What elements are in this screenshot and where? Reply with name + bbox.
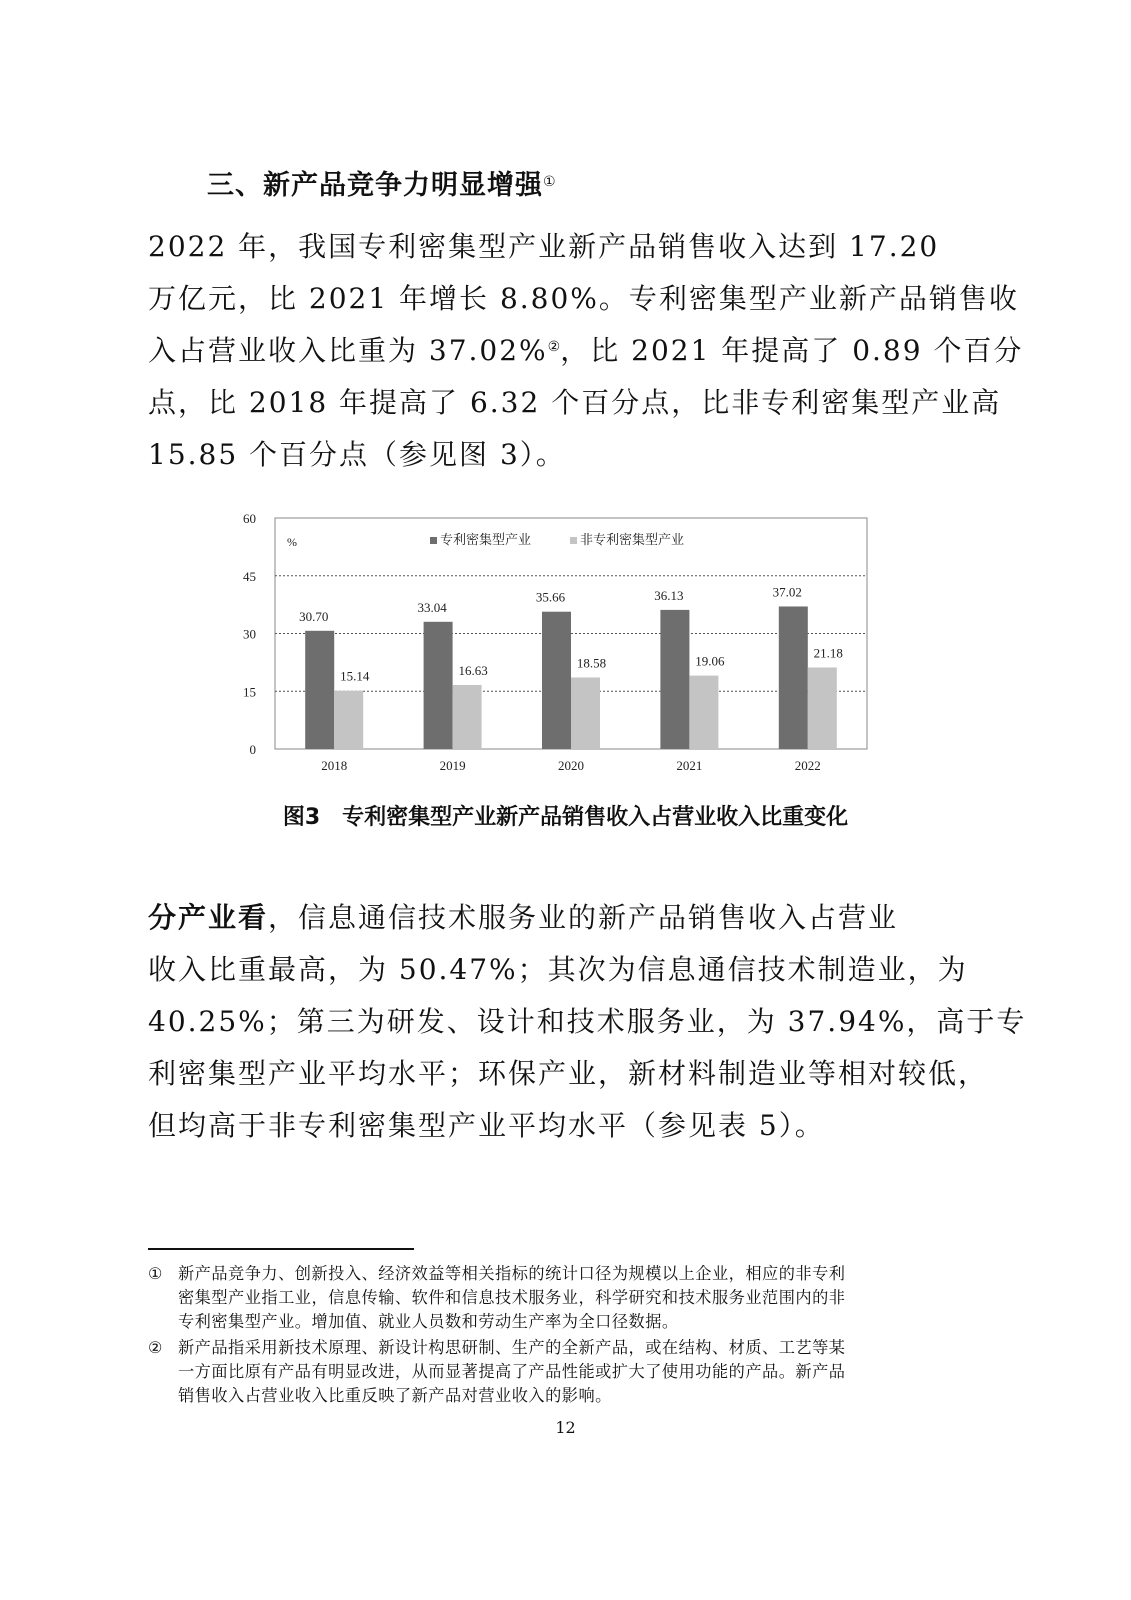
x-tick-label: 2019 — [439, 758, 466, 773]
data-label: 19.06 — [695, 653, 725, 669]
bar-patent-intensive — [779, 606, 808, 749]
text-line-part: 入占营业收入比重为 37.02% — [148, 334, 548, 367]
data-label: 15.14 — [340, 668, 370, 684]
text-line: 40.25%；第三为研发、设计和技术服务业，为 37.94%，高于专 — [148, 1005, 1027, 1038]
footnote-line: 密集型产业指工业，信息传输、软件和信息技术服务业，科学研究和技术服务业范围内的非 — [178, 1288, 846, 1307]
figure-3-chart — [230, 505, 890, 785]
footnote-divider — [148, 1248, 414, 1250]
text-line: 但均高于非专利密集型产业平均水平（参见表 5）。 — [148, 1109, 825, 1142]
bar-non-patent-intensive — [571, 677, 600, 749]
legend-swatch — [570, 537, 577, 544]
figure-title: 专利密集型产业新产品销售收入占营业收入比重变化 — [342, 805, 849, 830]
legend-swatch — [430, 537, 437, 544]
y-unit-label: % — [287, 535, 297, 549]
footnote-line: 一方面比原有产品有明显改进，从而显著提高了产品性能或扩大了使用功能的产品。新产品 — [178, 1362, 846, 1381]
bar-chart — [230, 505, 890, 785]
x-tick-label: 2020 — [558, 758, 584, 773]
text-line: 点，比 2018 年提高了 6.32 个百分点，比非专利密集型产业高 — [148, 386, 1002, 419]
data-label: 21.18 — [813, 645, 843, 661]
y-tick-label: 45 — [243, 568, 256, 584]
footnote-mark: ① — [148, 1264, 164, 1283]
footnote-line: 销售收入占营业收入比重反映了新产品对营业收入的影响。 — [178, 1386, 612, 1405]
y-tick-label: 15 — [243, 684, 256, 700]
footnote-line: 新产品竞争力、创新投入、经济效益等相关指标的统计口径为规模以上企业，相应的非专利 — [178, 1264, 846, 1283]
text-line-part: ，信息通信技术服务业的新产品销售收入占营业 — [268, 901, 899, 934]
bar-patent-intensive — [660, 610, 689, 749]
x-tick-label: 2021 — [676, 758, 703, 773]
footnote-line: 专利密集型产业。增加值、就业人员数和劳动生产率为全口径数据。 — [178, 1312, 679, 1331]
data-label: 30.70 — [299, 608, 329, 624]
text-line — [148, 325, 1024, 377]
bar-non-patent-intensive — [689, 676, 718, 749]
data-label: 37.02 — [772, 584, 802, 600]
text-line: 收入比重最高，为 50.47%；其次为信息通信技术制造业，为 — [148, 953, 968, 986]
footnote-ref-2[interactable]: ② — [547, 339, 561, 355]
text-line — [148, 892, 963, 944]
text-line: 2022 年，我国专利密集型产业新产品销售收入达到 17.20 — [148, 230, 940, 263]
legend-label: 非专利密集型产业 — [580, 532, 685, 547]
footnote-mark: ② — [148, 1338, 164, 1357]
text-line: 利密集型产业平均水平；环保产业，新材料制造业等相对较低， — [148, 1057, 989, 1090]
x-tick-label: 2022 — [794, 758, 821, 773]
figure-label: 图3 — [282, 805, 321, 830]
lead-phrase: 分产业看 — [148, 901, 269, 934]
data-label: 16.63 — [458, 662, 488, 678]
y-tick-label: 0 — [249, 742, 256, 757]
bar-non-patent-intensive — [334, 691, 363, 749]
bar-non-patent-intensive — [808, 667, 837, 749]
data-label: 33.04 — [417, 599, 447, 615]
footnote-2 — [148, 1336, 963, 1408]
text-line-part: ，比 2021 年提高了 0.89 个百分 — [560, 334, 1024, 367]
section-title: 三、新产品竞争力明显增强 — [207, 170, 543, 201]
y-tick-label: 60 — [243, 511, 256, 526]
footnote-ref-1[interactable]: ① — [543, 174, 557, 190]
x-tick-label: 2018 — [321, 758, 348, 773]
page-number: 12 — [555, 1418, 576, 1437]
paragraph-by-industry — [148, 892, 1027, 1152]
legend-label: 专利密集型产业 — [440, 532, 532, 547]
bar-patent-intensive — [424, 622, 453, 749]
y-tick-label: 30 — [243, 626, 256, 642]
data-label: 18.58 — [576, 655, 607, 671]
footnotes — [148, 1262, 963, 1410]
bar-non-patent-intensive — [453, 685, 482, 749]
text-line: 15.85 个百分点（参见图 3）。 — [148, 438, 566, 471]
figure-caption — [0, 800, 1131, 831]
footnote-line: 新产品指采用新技术原理、新设计构思研制、生产的全新产品，或在结构、材质、工艺等某 — [178, 1338, 846, 1357]
data-label: 36.13 — [654, 587, 684, 603]
bar-patent-intensive — [542, 612, 571, 749]
paragraph-new-product-revenue — [148, 221, 1024, 481]
footnote-1 — [148, 1262, 963, 1334]
text-line: 万亿元，比 2021 年增长 8.80%。专利密集型产业新产品销售收 — [148, 282, 1019, 315]
section-heading — [207, 168, 557, 204]
data-label: 35.66 — [535, 589, 566, 605]
bar-patent-intensive — [305, 631, 334, 749]
